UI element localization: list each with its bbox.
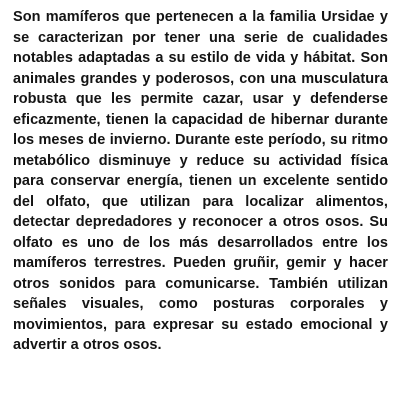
body-paragraph: Son mamíferos que pertenecen a la familia Ursidae y se caracterizan por tener una serie de cualidades notables adaptadas a su estilo de vida y hábitat. Son animales grandes y poderosos, con una musculatura robusta que les permite cazar, usar y defenderse eficazmente, tienen la capacidad de hibernar durante los meses de invierno. Durante este período, su ritmo metabólico disminuye y reduce su actividad física para conservar energía, tienen un excelente sentido del olfato, que utilizan para localizar alimentos, detectar depredadores y reconocer a otros osos. Su olfato es uno de los más desarrollados entre los mamíferos terrestres. Pueden gruñir, gemir y hacer otros sonidos para comunicarse. También utilizan señales visuales, como posturas corporales y movimientos, para expresar su estado emocional y advertir a otros osos. xyxy=(13,9,388,353)
